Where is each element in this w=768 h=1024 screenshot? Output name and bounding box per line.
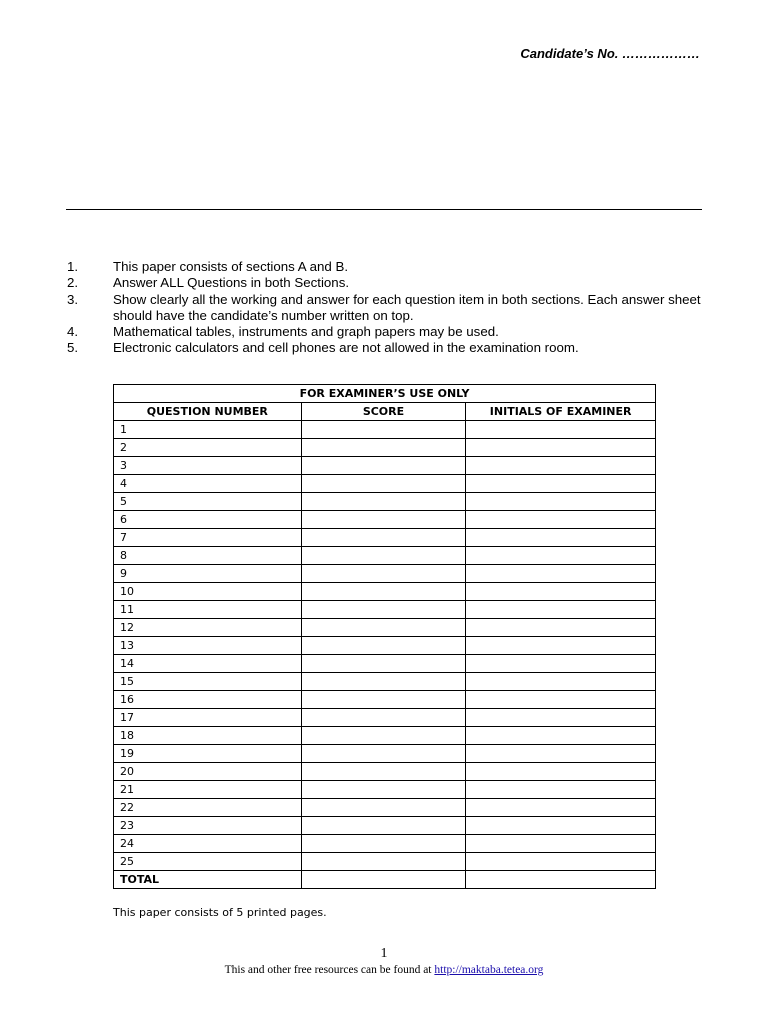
table-row bbox=[114, 673, 656, 691]
instruction-number: 3. bbox=[67, 291, 79, 307]
question-number-cell: 5 bbox=[114, 493, 302, 511]
score-cell[interactable] bbox=[301, 745, 466, 763]
table-row bbox=[114, 691, 656, 709]
instruction-item bbox=[67, 259, 703, 275]
initials-cell[interactable] bbox=[466, 709, 656, 727]
score-cell[interactable] bbox=[301, 601, 466, 619]
initials-cell[interactable] bbox=[466, 853, 656, 871]
question-number-cell: 10 bbox=[114, 583, 302, 601]
table-row bbox=[114, 835, 656, 853]
initials-cell[interactable] bbox=[466, 817, 656, 835]
table-row bbox=[114, 619, 656, 637]
table-row bbox=[114, 799, 656, 817]
initials-cell[interactable] bbox=[466, 421, 656, 439]
table-row bbox=[114, 601, 656, 619]
score-cell[interactable] bbox=[301, 547, 466, 565]
score-cell[interactable] bbox=[301, 529, 466, 547]
instruction-number: 2. bbox=[67, 275, 79, 291]
table-row bbox=[114, 529, 656, 547]
score-cell[interactable] bbox=[301, 709, 466, 727]
instruction-number: 4. bbox=[67, 324, 79, 340]
initials-cell[interactable] bbox=[466, 475, 656, 493]
instruction-number: 1. bbox=[67, 259, 79, 274]
table-header-row bbox=[114, 403, 656, 421]
question-number-cell: 24 bbox=[114, 835, 302, 853]
instruction-text: This paper consists of sections A and B. bbox=[113, 259, 349, 274]
table-row bbox=[114, 421, 656, 439]
column-header-initials: INITIALS OF EXAMINER bbox=[466, 403, 656, 421]
horizontal-divider bbox=[66, 209, 702, 210]
candidate-number-label: Candidate’s No. ……………… bbox=[520, 46, 700, 61]
table-row bbox=[114, 457, 656, 475]
initials-cell[interactable] bbox=[466, 835, 656, 853]
question-number-cell: 7 bbox=[114, 529, 302, 547]
initials-cell[interactable] bbox=[466, 601, 656, 619]
initials-cell[interactable] bbox=[466, 673, 656, 691]
instruction-item bbox=[67, 340, 703, 356]
question-number-cell: 8 bbox=[114, 547, 302, 565]
table-row bbox=[114, 709, 656, 727]
question-number-cell: 9 bbox=[114, 565, 302, 583]
initials-cell[interactable] bbox=[466, 439, 656, 457]
question-number-cell: 18 bbox=[114, 727, 302, 745]
table-row bbox=[114, 637, 656, 655]
examiner-score-table bbox=[113, 384, 656, 889]
column-header-score: SCORE bbox=[301, 403, 466, 421]
table-row bbox=[114, 583, 656, 601]
score-cell[interactable] bbox=[301, 835, 466, 853]
page-number: 1 bbox=[380, 946, 388, 961]
score-cell[interactable] bbox=[301, 565, 466, 583]
question-number-cell: 2 bbox=[114, 439, 302, 457]
column-header-question-number: QUESTION NUMBER bbox=[114, 403, 302, 421]
initials-cell[interactable] bbox=[466, 583, 656, 601]
table-row bbox=[114, 439, 656, 457]
score-cell[interactable] bbox=[301, 727, 466, 745]
initials-cell[interactable] bbox=[466, 655, 656, 673]
table-row bbox=[114, 763, 656, 781]
instruction-text: Show clearly all the working and answer for each question item in both sections. Each answer sheet should have the candidate’s number written on top. bbox=[113, 291, 701, 323]
table-caption-row bbox=[114, 385, 656, 403]
score-cell[interactable] bbox=[301, 511, 466, 529]
initials-cell[interactable] bbox=[466, 727, 656, 745]
instruction-item bbox=[67, 324, 703, 340]
initials-cell[interactable] bbox=[466, 781, 656, 799]
table-row bbox=[114, 745, 656, 763]
score-cell[interactable] bbox=[301, 655, 466, 673]
question-number-cell: 11 bbox=[114, 601, 302, 619]
instruction-item bbox=[67, 292, 703, 325]
score-cell[interactable] bbox=[301, 781, 466, 799]
question-number-cell: 20 bbox=[114, 763, 302, 781]
score-cell[interactable] bbox=[301, 421, 466, 439]
question-number-cell: 23 bbox=[114, 817, 302, 835]
total-score-cell[interactable] bbox=[301, 871, 466, 889]
question-number-cell: 6 bbox=[114, 511, 302, 529]
table-row bbox=[114, 511, 656, 529]
table-total-row bbox=[114, 871, 656, 889]
score-cell[interactable] bbox=[301, 799, 466, 817]
score-cell[interactable] bbox=[301, 475, 466, 493]
initials-cell[interactable] bbox=[466, 799, 656, 817]
question-number-cell: 15 bbox=[114, 673, 302, 691]
footer-link[interactable]: http://maktaba.tetea.org bbox=[434, 964, 544, 976]
total-label: TOTAL bbox=[114, 871, 302, 889]
table-row bbox=[114, 727, 656, 745]
initials-cell[interactable] bbox=[466, 547, 656, 565]
question-number-cell: 25 bbox=[114, 853, 302, 871]
question-number-cell: 22 bbox=[114, 799, 302, 817]
instruction-text: Electronic calculators and cell phones are not allowed in the examination room. bbox=[113, 340, 579, 356]
score-cell[interactable] bbox=[301, 637, 466, 655]
table-row bbox=[114, 547, 656, 565]
initials-cell[interactable] bbox=[466, 493, 656, 511]
table-row bbox=[114, 781, 656, 799]
table-row bbox=[114, 565, 656, 583]
footer-text: This and other free resources can be found at bbox=[224, 964, 432, 976]
initials-cell[interactable] bbox=[466, 529, 656, 547]
total-initials-cell[interactable] bbox=[466, 871, 656, 889]
initials-cell[interactable] bbox=[466, 637, 656, 655]
question-number-cell: 4 bbox=[114, 475, 302, 493]
question-number-cell: 12 bbox=[114, 619, 302, 637]
question-number-cell: 17 bbox=[114, 709, 302, 727]
instructions-list bbox=[67, 259, 703, 357]
score-cell[interactable] bbox=[301, 493, 466, 511]
table-caption: FOR EXAMINER’S USE ONLY bbox=[114, 385, 656, 403]
initials-cell[interactable] bbox=[466, 691, 656, 709]
table-row bbox=[114, 853, 656, 871]
footer bbox=[0, 964, 768, 976]
instruction-text: Answer ALL Questions in both Sections. bbox=[113, 275, 350, 291]
instruction-item bbox=[67, 275, 703, 291]
printed-pages-note: This paper consists of 5 printed pages. bbox=[113, 906, 327, 919]
score-cell[interactable] bbox=[301, 457, 466, 475]
instruction-number: 5. bbox=[67, 340, 79, 356]
score-cell[interactable] bbox=[301, 439, 466, 457]
initials-cell[interactable] bbox=[466, 511, 656, 529]
score-cell[interactable] bbox=[301, 691, 466, 709]
score-cell[interactable] bbox=[301, 817, 466, 835]
score-cell[interactable] bbox=[301, 583, 466, 601]
question-number-cell: 21 bbox=[114, 781, 302, 799]
question-number-cell: 14 bbox=[114, 655, 302, 673]
question-number-cell: 13 bbox=[114, 637, 302, 655]
score-cell[interactable] bbox=[301, 619, 466, 637]
initials-cell[interactable] bbox=[466, 565, 656, 583]
instruction-text: Mathematical tables, instruments and graph papers may be used. bbox=[113, 324, 499, 340]
table-body bbox=[114, 421, 656, 871]
table-row bbox=[114, 475, 656, 493]
initials-cell[interactable] bbox=[466, 619, 656, 637]
initials-cell[interactable] bbox=[466, 457, 656, 475]
question-number-cell: 3 bbox=[114, 457, 302, 475]
score-cell[interactable] bbox=[301, 673, 466, 691]
initials-cell[interactable] bbox=[466, 745, 656, 763]
score-cell[interactable] bbox=[301, 853, 466, 871]
table-row bbox=[114, 817, 656, 835]
table-row bbox=[114, 655, 656, 673]
table-row bbox=[114, 493, 656, 511]
score-cell[interactable] bbox=[301, 763, 466, 781]
question-number-cell: 1 bbox=[114, 421, 302, 439]
initials-cell[interactable] bbox=[466, 763, 656, 781]
question-number-cell: 19 bbox=[114, 745, 302, 763]
question-number-cell: 16 bbox=[114, 691, 302, 709]
